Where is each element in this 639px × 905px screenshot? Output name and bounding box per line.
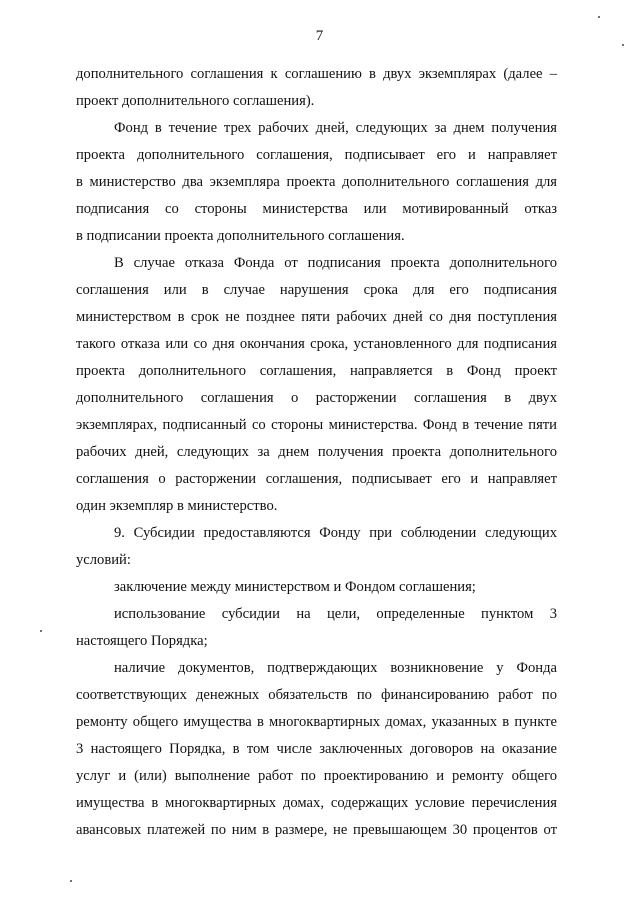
text-line: в министерство два экземпляра проекта дополнительного соглашения для: [76, 174, 557, 190]
text-line: проекта дополнительного соглашения, направляется в Фонд проект: [76, 363, 557, 379]
text-line: авансовых платежей по ним в размере, не превышающем 30 процентов от: [76, 822, 557, 838]
paragraph-first-line: заключение между министерством и Фондом соглашения;: [114, 579, 476, 595]
text-line: проект дополнительного соглашения).: [76, 93, 315, 109]
text-line: соглашения о расторжении соглашения, подписывает его и направляет: [76, 471, 557, 487]
text-line: условий:: [76, 552, 131, 568]
text-line: один экземпляр в министерство.: [76, 498, 278, 514]
text-line: услуг и (или) выполнение работ по проектированию и ремонту общего: [76, 768, 557, 784]
text-line: рабочих дней, следующих за днем получения проекта дополнительного: [76, 444, 557, 460]
text-line: министерством в срок не позднее пяти рабочих дней со дня поступления: [76, 309, 557, 325]
text-line: дополнительного соглашения о расторжении соглашения в двух: [76, 390, 557, 406]
paragraph-first-line: Фонд в течение трех рабочих дней, следующих за днем получения: [114, 120, 557, 136]
scan-speck: [622, 44, 624, 46]
text-line: 3 настоящего Порядка, в том числе заключенных договоров на оказание: [76, 741, 557, 757]
text-line: соглашения или в случае нарушения срока для его подписания: [76, 282, 557, 298]
scan-speck: [598, 16, 600, 18]
text-line: имущества в многоквартирных домах, содержащих условие перечисления: [76, 795, 557, 811]
text-line: соответствующих денежных обязательств по финансированию работ по: [76, 687, 557, 703]
page-number: 7: [315, 28, 324, 44]
text-line: дополнительного соглашения к соглашению в двух экземплярах (далее –: [76, 66, 557, 82]
scan-speck: [40, 630, 42, 632]
text-line: экземплярах, подписанный со стороны министерства. Фонд в течение пяти: [76, 417, 557, 433]
text-line: ремонту общего имущества в многоквартирных домах, указанных в пункте: [76, 714, 557, 730]
paragraph-first-line: 9. Субсидии предоставляются Фонду при соблюдении следующих: [114, 525, 557, 541]
paragraph-first-line: наличие документов, подтверждающих возникновение у Фонда: [114, 660, 557, 676]
text-line: настоящего Порядка;: [76, 633, 208, 649]
text-line: такого отказа или со дня окончания срока, установленного для подписания: [76, 336, 557, 352]
scan-speck: [70, 880, 72, 882]
text-line: в подписании проекта дополнительного соглашения.: [76, 228, 405, 244]
text-line: проекта дополнительного соглашения, подписывает его и направляет: [76, 147, 557, 163]
text-line: подписания со стороны министерства или мотивированный отказ: [76, 201, 557, 217]
paragraph-first-line: использование субсидии на цели, определенные пунктом 3: [114, 606, 557, 622]
paragraph-first-line: В случае отказа Фонда от подписания проекта дополнительного: [114, 255, 557, 271]
